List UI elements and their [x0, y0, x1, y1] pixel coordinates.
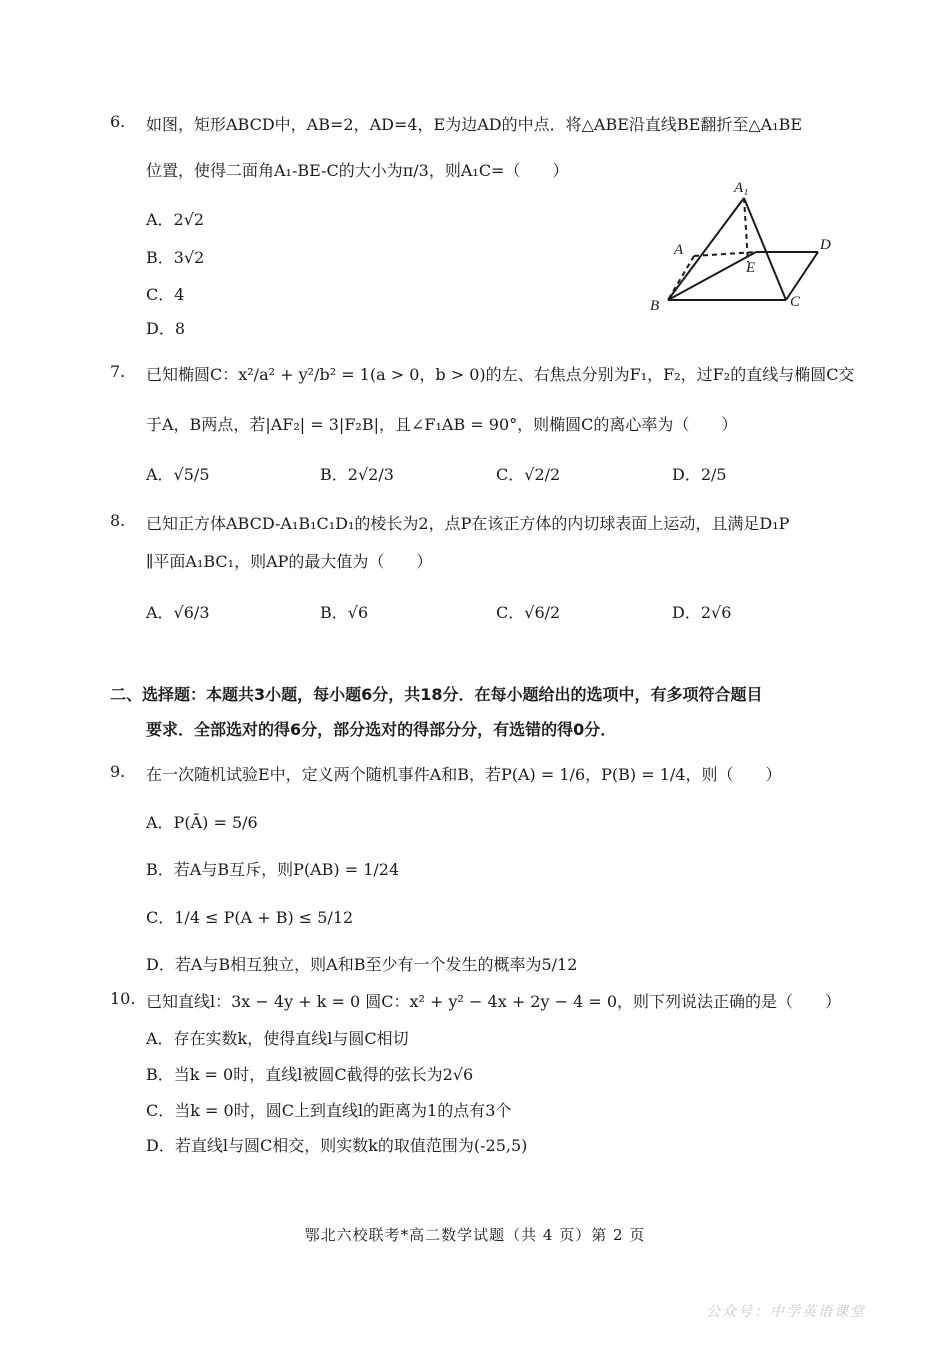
label-a: A	[674, 242, 684, 258]
q7-line2: 于A，B两点，若|AF₂| = 3|F₂B|，且∠F₁AB = 90°，则椭圆C的离心率为（ ）	[146, 415, 738, 434]
section2-line1: 二、选择题：本题共3小题，每小题6分，共18分．在每小题给出的选项中，有多项符合题目	[110, 685, 763, 704]
q8-number: 8.	[110, 511, 126, 530]
label-b: B	[650, 298, 660, 314]
q8-line1: 已知正方体ABCD-A₁B₁C₁D₁的棱长为2，点P在该正方体的内切球表面上运动，且满足D₁P	[146, 514, 790, 533]
q6-option-c: C．4	[146, 285, 185, 304]
q10-option-a: A．存在实数k，使得直线l与圆C相切	[146, 1029, 409, 1048]
q8-option-c: C．√6/2	[496, 603, 561, 622]
q9-option-c: C．1/4 ≤ P(A + B) ≤ 5/12	[146, 908, 354, 927]
q8-option-b: B．√6	[320, 603, 369, 622]
edge-b-e	[668, 252, 756, 300]
watermark: 公众号：中学英语课堂	[706, 1304, 866, 1320]
q6-option-b: B．3√2	[146, 248, 205, 267]
q7-option-a: A．√5/5	[146, 465, 210, 484]
q7-number: 7.	[110, 362, 126, 381]
edge-c-d	[786, 252, 818, 300]
label-a1: A₁	[734, 180, 749, 196]
q10-option-d: D．若直线l与圆C相交，则实数k的取值范围为(-25,5)	[146, 1136, 528, 1155]
q6-figure	[640, 172, 860, 317]
section2-line2: 要求．全部选对的得6分，部分选对的得部分分，有选错的得0分．	[146, 720, 617, 739]
q10-line1: 已知直线l：3x − 4y + k = 0 圆C：x² + y² − 4x + 2y − 4 = 0，则下列说法正确的是（ ）	[146, 992, 842, 1011]
q7-option-d: D．2/5	[672, 465, 727, 484]
q7-line1: 已知椭圆C：x²/a² + y²/b² = 1(a > 0，b > 0)的左、右焦点分别为F₁，F₂，过F₂的直线与椭圆C交	[146, 365, 855, 384]
q9-option-b: B．若A与B互斥，则P(AB) = 1/24	[146, 860, 400, 879]
q9-option-d: D．若A与B相互独立，则A和B至少有一个发生的概率为5/12	[146, 955, 578, 974]
label-e: E	[746, 260, 756, 276]
q9-line1: 在一次随机试验E中，定义两个随机事件A和B，若P(A) = 1/6，P(B) = 1/4，则（ ）	[146, 765, 782, 784]
q8-line2: ∥平面A₁BC₁，则AP的最大值为（ ）	[146, 552, 433, 571]
label-c: C	[790, 294, 801, 310]
q10-number: 10.	[110, 989, 136, 1008]
edge-a1-c	[744, 198, 786, 300]
q6-option-a: A．2√2	[146, 210, 205, 229]
q7-option-b: B．2√2/3	[320, 465, 394, 484]
q9-number: 9.	[110, 762, 126, 781]
q8-option-a: A．√6/3	[146, 603, 210, 622]
q8-option-d: D．2√6	[672, 603, 732, 622]
q6-number: 6.	[110, 112, 126, 131]
q10-option-c: C．当k = 0时，圆C上到直线l的距离为1的点有3个	[146, 1101, 512, 1120]
q6-line2: 位置，使得二面角A₁-BE-C的大小为π/3，则A₁C=（ ）	[146, 161, 569, 180]
label-d: D	[820, 237, 831, 253]
q6-option-d: D．8	[146, 319, 186, 338]
q7-option-c: C．√2/2	[496, 465, 561, 484]
q6-line1: 如图，矩形ABCD中，AB=2，AD=4，E为边AD的中点．将△ABE沿直线BE翻折至△A₁BE	[146, 115, 803, 134]
q10-option-b: B．当k = 0时，直线l被圆C截得的弦长为2√6	[146, 1065, 474, 1084]
q9-option-a: A．P(Ā) = 5/6	[146, 813, 258, 832]
page-footer: 鄂北六校联考*高二数学试题（共 4 页）第 2 页	[304, 1226, 646, 1244]
